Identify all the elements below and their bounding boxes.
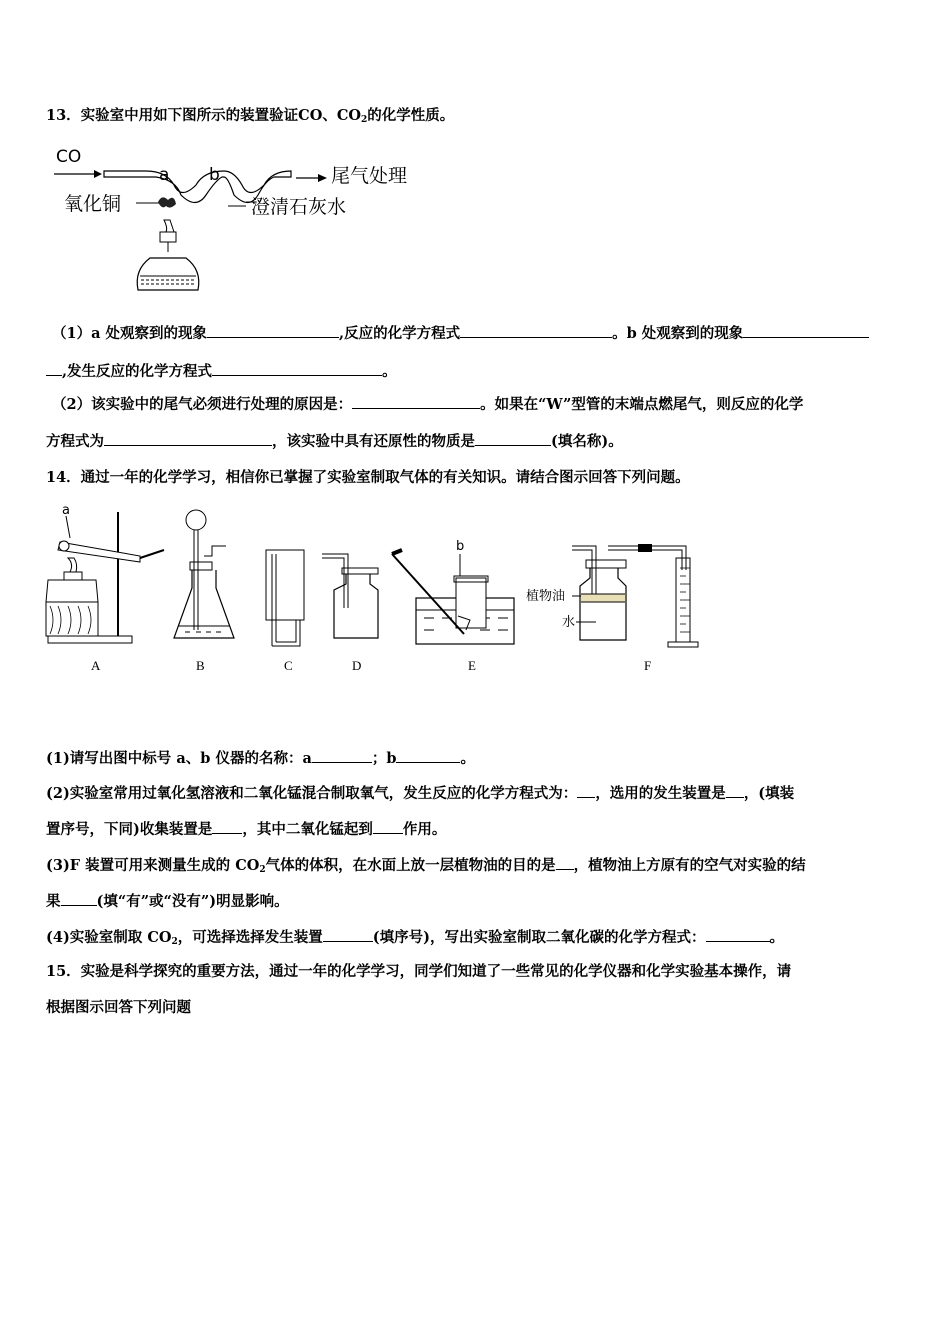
q14-sub1: (1)请写出图中标号 a、b 仪器的名称：a ；b 。 <box>46 750 475 767</box>
blank-b-equation[interactable] <box>212 361 382 376</box>
blank-instrument-b[interactable] <box>396 748 460 763</box>
test-tube <box>58 542 140 562</box>
wood-block <box>46 602 98 636</box>
q14-sub4: (4)实验室制取 $CO_2$，可选择选择发生装置 (填序号)，写出实验室制取二氧化碳的化学方程式： 。 <box>46 929 785 947</box>
alcohol-lamp <box>137 258 199 290</box>
limewater-label: 澄清石灰水 <box>251 196 347 218</box>
apparatus-f <box>526 544 698 647</box>
water-label: 水 <box>562 615 576 630</box>
lamp-a <box>46 580 98 602</box>
blank-air-effect[interactable] <box>61 891 97 906</box>
exhaust-label: 尾气处理 <box>331 165 408 187</box>
apparatus-d <box>322 554 378 638</box>
label-a-instrument: a <box>62 503 70 518</box>
q13-part2-line1: （2）该实验中的尾气必须进行处理的原因是： 。如果在“W”型管的末端点燃尾气，则反应的化学 <box>52 396 804 413</box>
q15-line1: 15．实验是科学探究的重要方法，通过一年的化学学习，同学们知道了一些常见的化学仪器和化学实验基本操作，请 <box>46 963 792 980</box>
blank-generator[interactable] <box>726 783 744 798</box>
q13-stem: 13．实验室中用如下图所示的装置验证CO、$CO_2$的化学性质。 <box>46 107 455 125</box>
q14-sub3-line1: (3)F 装置可用来测量生成的 $CO_2$气体的体积，在水面上放一层植物油的目的是 ，植物油上方原有的空气对实验的结 <box>46 857 806 875</box>
q14-sub3-line2: 果 (填“有”或“没有”)明显影响。 <box>46 893 289 910</box>
label-b-instrument: b <box>456 539 465 554</box>
conical-flask <box>174 570 234 638</box>
blank-co2-generator[interactable] <box>323 927 373 942</box>
fig-label-f: F <box>644 658 652 673</box>
q14-sub2-line2: 置序号，下同)收集装置是 ，其中二氧化锰起到 作用。 <box>46 821 447 838</box>
fig-label-c: C <box>284 658 293 673</box>
q13-part2-line2: 方程式为 ，该实验中具有还原性的物质是 (填名称)。 <box>46 433 623 450</box>
apparatus-c <box>266 550 304 646</box>
tube-label-b: b <box>209 165 220 185</box>
co-label: CO <box>56 147 82 167</box>
q13-part1-line1: （1）a 处观察到的现象 ,反应的化学方程式 。b 处观察到的现象 <box>52 322 869 343</box>
blank-exhaust-reason[interactable] <box>352 394 480 409</box>
oil-label: 植物油 <box>526 589 566 604</box>
apparatus-a <box>46 503 164 643</box>
gas-collecting-bottle <box>456 578 486 628</box>
q14-sub2-line1: (2)实验室常用过氧化氢溶液和二氧化锰混合制取氧气，发生反应的化学方程式为： ，选用的发生装置是 ，(填装 <box>46 785 795 802</box>
fig-label-b: B <box>196 658 205 673</box>
inlet-arrow-icon <box>94 170 102 178</box>
blank-burn-equation[interactable] <box>104 431 272 446</box>
blank-o2-equation[interactable] <box>577 783 595 798</box>
tube-label-a: a <box>159 165 170 185</box>
lamp-flame <box>164 220 174 232</box>
blank-oil-purpose[interactable] <box>556 855 574 870</box>
q13-apparatus-figure <box>46 140 446 300</box>
gas-bottle-f <box>580 568 626 640</box>
blank-instrument-a[interactable] <box>312 748 372 763</box>
q13-part1-line2: ,发生反应的化学方程式 。 <box>46 360 397 381</box>
blank-mno2-role[interactable] <box>373 819 403 834</box>
copper-oxide-powder <box>158 197 176 207</box>
blank-co2-equation[interactable] <box>706 927 770 942</box>
blank-a-equation[interactable] <box>460 323 612 338</box>
blank-a-phenomenon[interactable] <box>207 323 339 338</box>
blank-b-phenomenon-cont[interactable] <box>46 361 62 376</box>
q15-line2: 根据图示回答下列问题 <box>46 999 191 1016</box>
fig-label-d: D <box>352 658 362 673</box>
fig-label-a: A <box>91 658 101 673</box>
apparatus-e <box>392 539 514 644</box>
oil-layer <box>581 594 625 602</box>
apparatus-b <box>174 510 234 638</box>
blank-reducing-substance[interactable] <box>475 431 551 446</box>
blank-b-phenomenon[interactable] <box>743 323 869 338</box>
q14-apparatus-figure <box>40 498 720 680</box>
flame-a <box>68 558 77 572</box>
exhaust-arrow-icon <box>318 174 327 182</box>
fig-label-e: E <box>468 658 476 673</box>
blank-collector[interactable] <box>212 819 242 834</box>
q14-stem: 14．通过一年的化学学习，相信你已掌握了实验室制取气体的有关知识。请结合图示回答下列问题。 <box>46 469 690 486</box>
copper-oxide-label: 氧化铜 <box>64 193 122 215</box>
